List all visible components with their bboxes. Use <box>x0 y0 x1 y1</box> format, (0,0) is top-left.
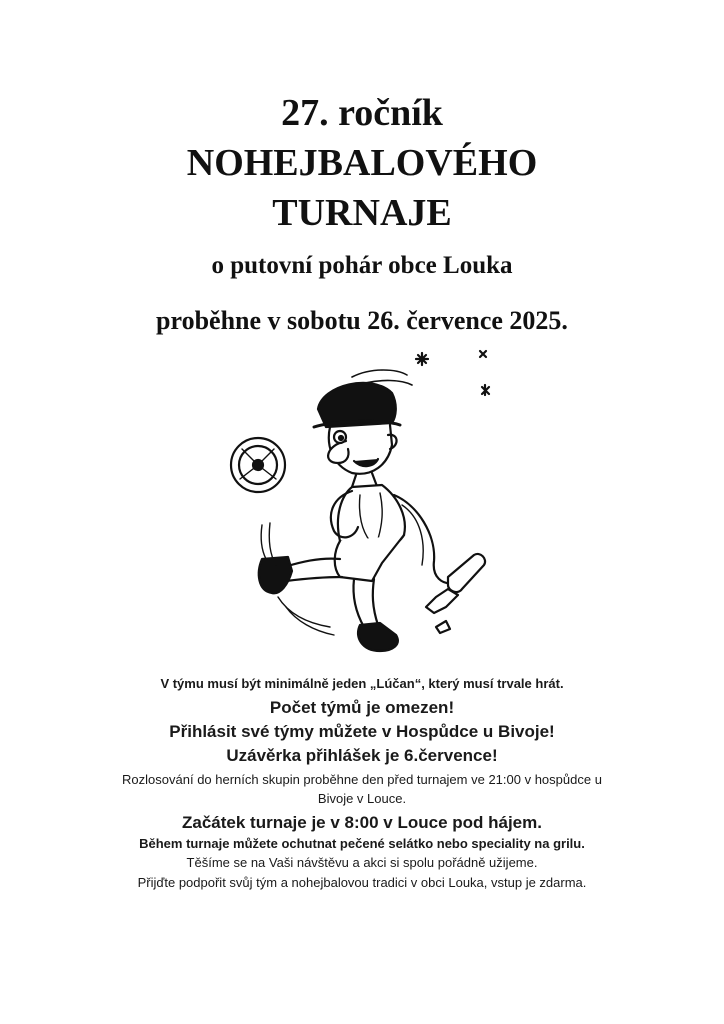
ball-icon <box>231 438 285 492</box>
subtitle: o putovní pohár obce Louka <box>211 252 513 279</box>
title-line-3: TURNAJE <box>272 192 452 234</box>
welcome-text: Těšíme se na Vaši návštěvu a akci si spolu pořádně užijeme. <box>186 855 538 870</box>
rule-text: V týmu musí být minimálně jeden „Lúčan“, který musí trvale hrát. <box>160 676 564 691</box>
date-line: proběhne v sobotu 26. července 2025. <box>156 306 568 335</box>
star-icon <box>480 351 486 357</box>
teams-limited-text: Počet týmů je omezen! <box>269 698 455 717</box>
nohejbal-player-illustration-icon <box>222 345 512 665</box>
draw-text-line-2: Bivoje v Louce. <box>317 791 407 806</box>
title-line-2: NOHEJBALOVÉHO <box>186 142 538 184</box>
deadline-text: Uzávěrka přihlášek je 6.července! <box>226 746 498 765</box>
registration-text: Přihlásit své týmy můžete v Hospůdce u Bivoje! <box>169 722 555 741</box>
star-icon <box>416 353 428 365</box>
draw-text-line-1: Rozlosování do herních skupin proběhne den před turnajem ve 21:00 v hospůdce u <box>122 772 602 787</box>
support-text: Přijďte podpořit svůj tým a nohejbalovou tradici v obci Louka, vstup je zdarma. <box>137 875 587 890</box>
title-line-1: 27. ročník <box>281 92 443 134</box>
food-text: Během turnaje můžete ochutnat pečené selátko nebo speciality na grilu. <box>139 836 585 851</box>
poster-title <box>0 88 724 238</box>
start-time-text: Začátek turnaje je v 8:00 v Louce pod hájem. <box>182 813 542 832</box>
star-icon <box>482 385 489 395</box>
